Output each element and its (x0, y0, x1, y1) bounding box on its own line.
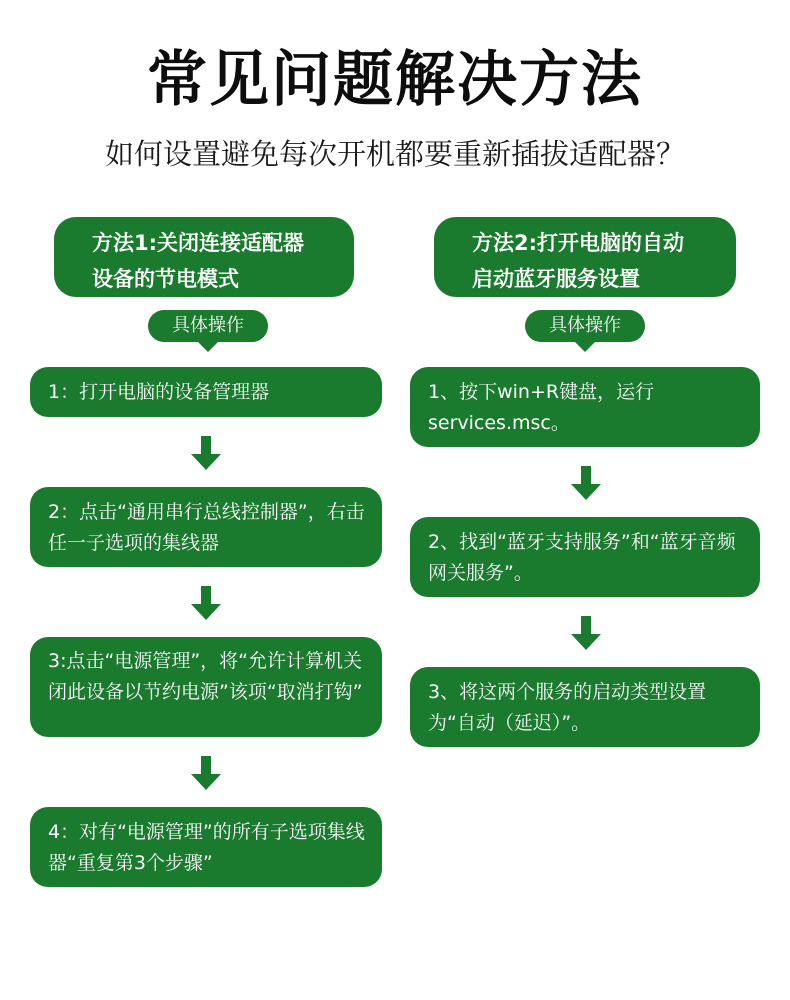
method-2-step-3: 3、将这两个服务的启动类型设置为“自动（延迟）”。 (410, 667, 760, 747)
method-1-operation-label: 具体操作 (148, 310, 268, 342)
method-2-header-line1: 方法2:打开电脑的自动 (472, 231, 685, 255)
method-2-operation-label: 具体操作 (525, 310, 645, 342)
page-subtitle: 如何设置避免每次开机都要重新插拔适配器？ (104, 137, 685, 171)
down-arrow-icon (571, 616, 601, 652)
method-1-step-1: 1：打开电脑的设备管理器 (30, 367, 382, 417)
method-1-step-4: 4：对有“电源管理”的所有子选项集线器“重复第3个步骤” (30, 807, 382, 887)
down-arrow-icon (191, 756, 221, 792)
method-1-header-line1: 方法1:关闭连接适配器 (92, 231, 305, 255)
down-arrow-icon (191, 586, 221, 622)
method-2-step-1: 1、按下win+R键盘，运行services.msc。 (410, 367, 760, 447)
method-1-header (54, 217, 354, 297)
method-1-step-3: 3:点击“电源管理”，将“允许计算机关闭此设备以节约电源”该项“取消打钩” (30, 637, 382, 737)
method-2-step-2: 2、找到“蓝牙支持服务”和“蓝牙音频网关服务”。 (410, 517, 760, 597)
method-1-step-2: 2：点击“通用串行总线控制器”，右击任一子选项的集线器 (30, 487, 382, 567)
method-2-header-line2: 启动蓝牙服务设置 (472, 267, 640, 291)
method-2-header (434, 217, 736, 297)
down-arrow-icon (191, 436, 221, 472)
method-1-header-line2: 设备的节电模式 (92, 267, 239, 291)
page-title: 常见问题解决方法 (147, 45, 643, 115)
down-arrow-icon (571, 466, 601, 502)
